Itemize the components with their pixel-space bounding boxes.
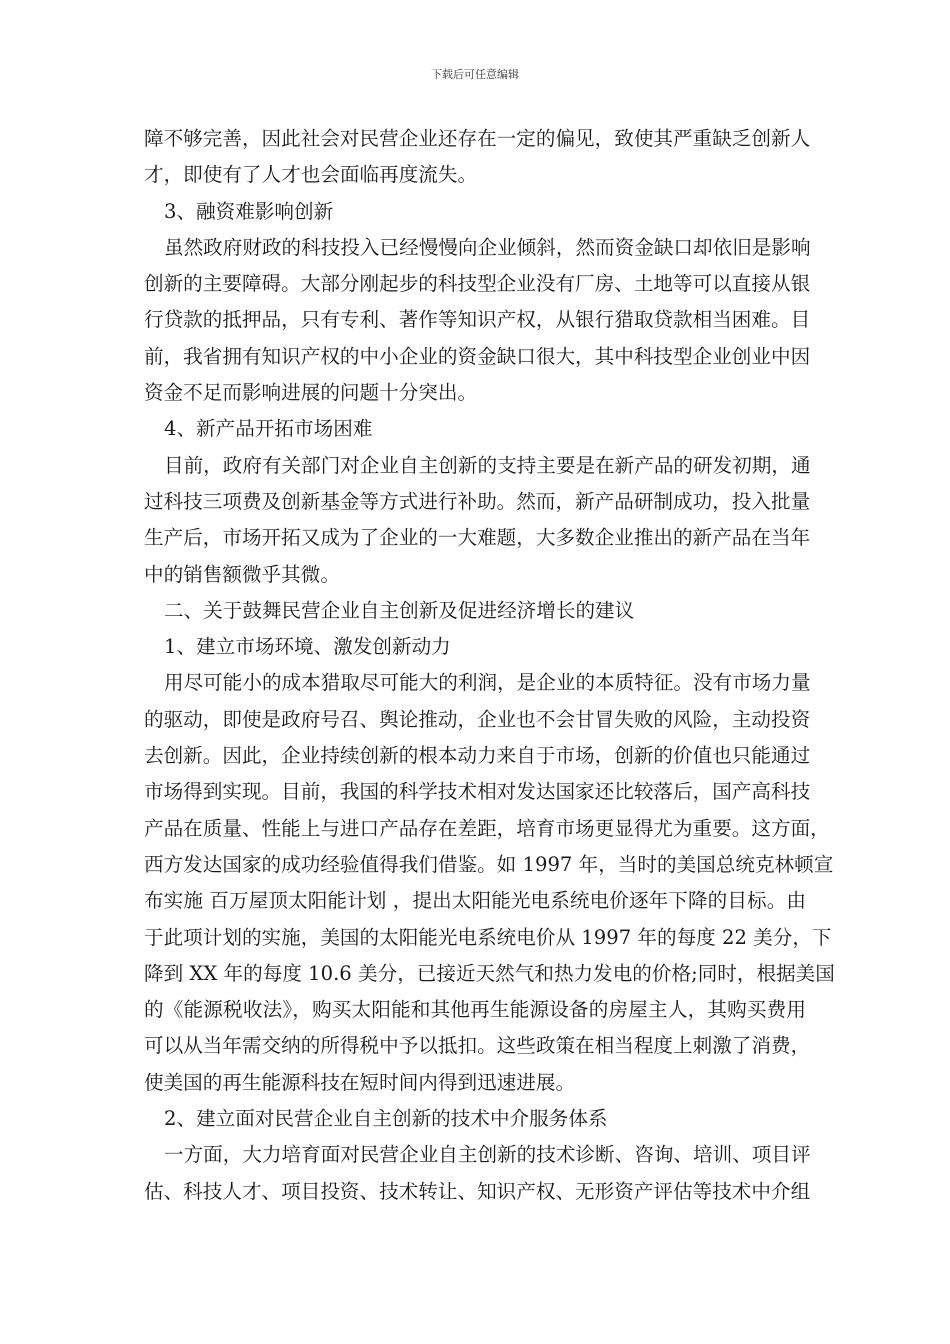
text-line: 降到 XX 年的每度 10.6 美分，已接近天然气和热力发电的价格;同时，根据美国 [144, 961, 835, 985]
text-line: 行贷款的抵押品，只有专利、著作等知识产权，从银行猎取贷款相当困难。目 [144, 308, 811, 332]
text-line: 资金不足而影响进展的问题十分突出。 [144, 381, 478, 405]
text-line: 障不够完善，因此社会对民营企业还存在一定的偏见，致使其严重缺乏创新人 [144, 127, 811, 150]
text-line: 过科技三项费及创新基金等方式进行补助。然而，新产品研制成功，投入批量 [144, 489, 811, 513]
text-line: 可以从当年需交纳的所得税中予以抵扣。这些政策在相当程度上刺激了消费， [144, 1034, 811, 1058]
text-line: 使美国的再生能源科技在短时间内得到迅速进展。 [144, 1070, 576, 1094]
text-line: 市场得到实现。目前，我国的科学技术相对发达国家还比较落后，国产高科技 [144, 780, 811, 804]
document-body [144, 121, 835, 1210]
text-line: 创新的主要障碍。大部分刚起步的科技型企业没有厂房、土地等可以直接从银 [144, 272, 811, 296]
text-line: 一方面，大力培育面对民营企业自主创新的技术诊断、咨询、培训、项目评 [164, 1143, 811, 1167]
text-line: 生产后，市场开拓又成为了企业的一大难题，大多数企业推出的新产品在当年 [144, 526, 811, 550]
text-line: 估、科技人才、项目投资、技术转让、知识产权、无形资产评估等技术中介组 [144, 1179, 811, 1203]
text-line: 1、建立市场环境、激发创新动力 [164, 635, 451, 659]
text-line: 前，我省拥有知识产权的中小企业的资金缺口很大，其中科技型企业创业中因 [144, 344, 811, 368]
text-line: 中的销售额微乎其微。 [144, 562, 340, 586]
text-line: 3、融资难影响创新 [164, 199, 334, 223]
text-line: 二、关于鼓舞民营企业自主创新及促进经济增长的建议 [164, 598, 635, 622]
text-line: 的驱动，即使是政府号召、舆论推动，企业也不会甘冒失败的风险，主动投资 [144, 707, 811, 731]
text-line: 4、新产品开拓市场困难 [164, 417, 373, 441]
text-line: 西方发达国家的成功经验值得我们借鉴。如 1997 年，当时的美国总统克林顿宣 [144, 852, 834, 876]
text-line: 去创新。因此，企业持续创新的根本动力来自于市场，创新的价值也只能通过 [144, 744, 811, 768]
text-line: 才，即使有了人才也会面临再度流失。 [144, 163, 478, 187]
text-line: 布实施 百万屋顶太阳能计划 ，提出太阳能光电系统电价逐年下降的目标。由 [144, 889, 806, 913]
page-header: 下载后可任意编辑 [431, 68, 519, 81]
text-line: 2、建立面对民营企业自主创新的技术中介服务体系 [164, 1107, 608, 1131]
text-line: 目前，政府有关部门对企业自主创新的支持主要是在新产品的研发初期，通 [164, 453, 811, 477]
text-line: 的《能源税收法》，购买太阳能和其他再生能源设备的房屋主人，其购买费用 [144, 998, 806, 1022]
text-line: 用尽可能小的成本猎取尽可能大的利润，是企业的本质特征。没有市场力量 [164, 671, 811, 695]
text-line: 虽然政府财政的科技投入已经慢慢向企业倾斜，然而资金缺口却依旧是影响 [164, 235, 811, 259]
text-line: 产品在质量、性能上与进口产品存在差距，培育市场更显得尤为重要。这方面， [144, 816, 830, 840]
text-line: 于此项计划的实施，美国的太阳能光电系统电价从 1997 年的每度 22 美分，下 [144, 925, 832, 949]
